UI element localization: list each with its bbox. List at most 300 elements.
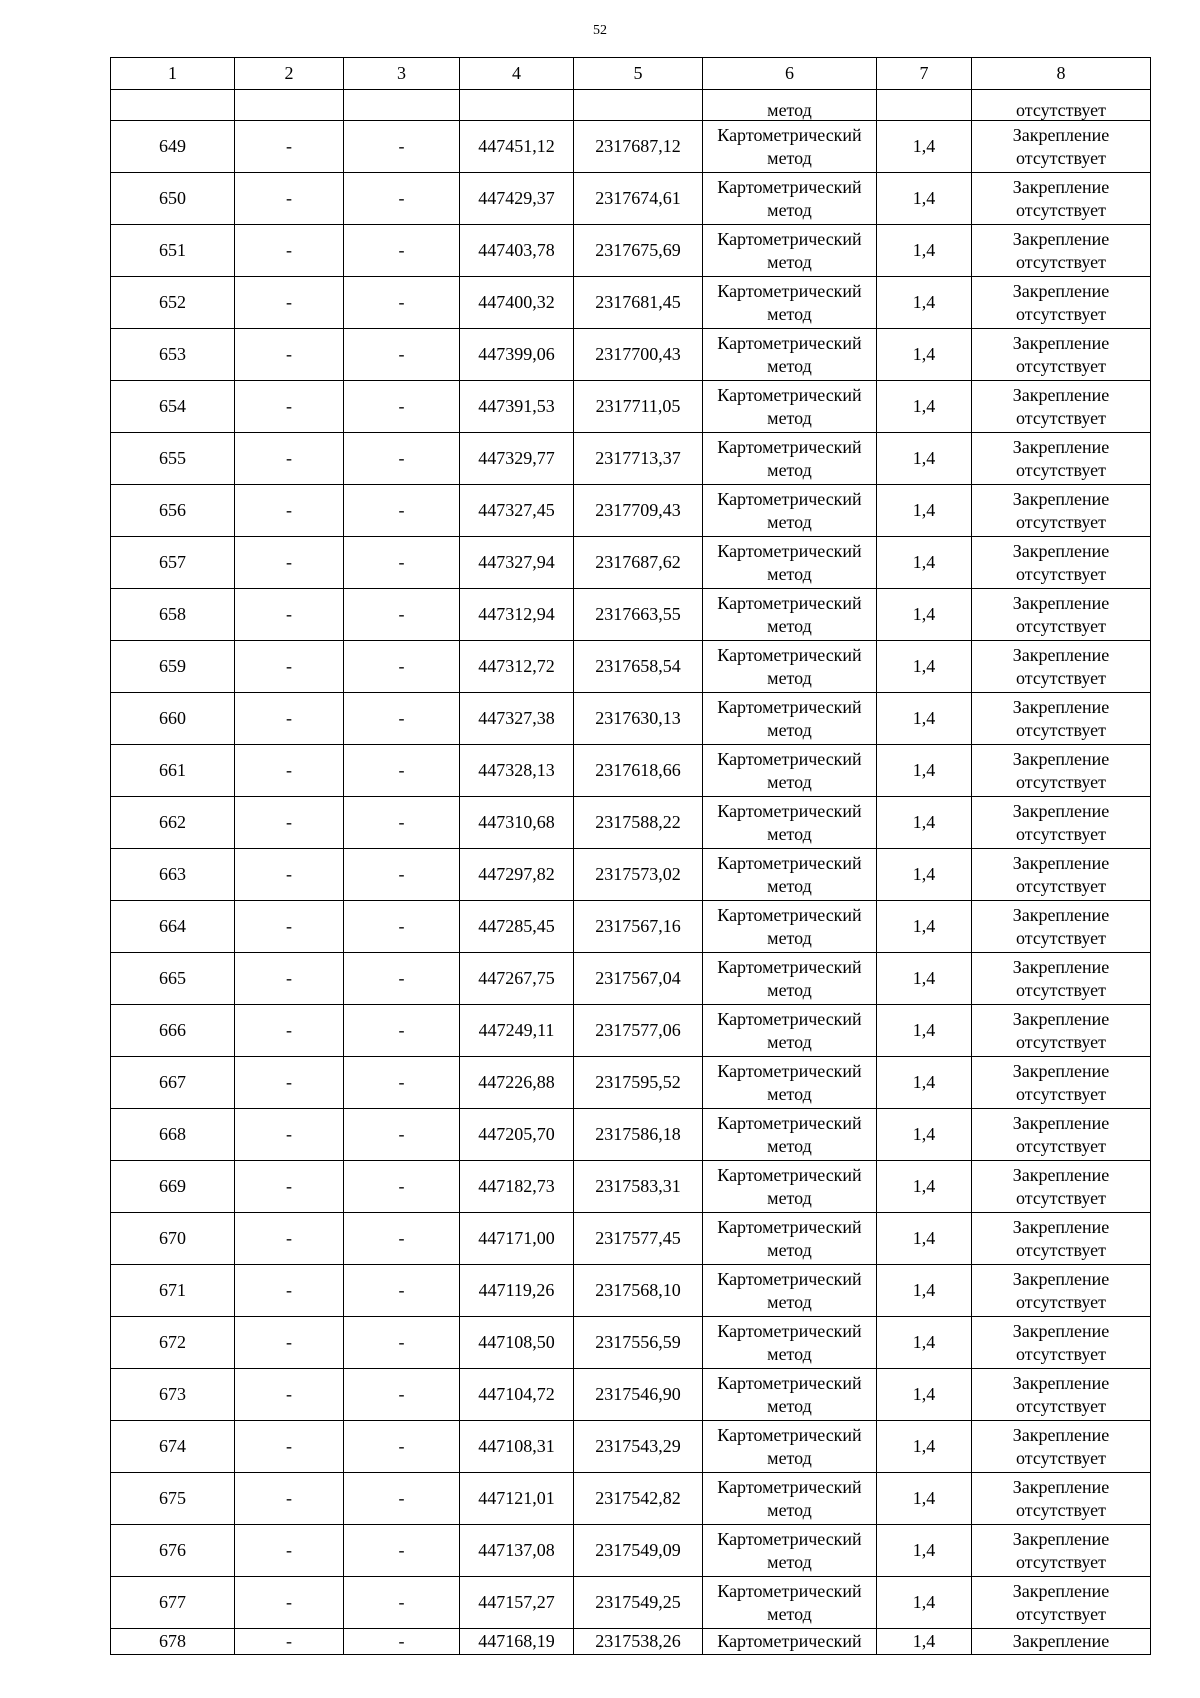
fixation-cell	[972, 173, 1151, 225]
point-number-cell: 658	[111, 589, 235, 641]
fixation-line-1: Закрепление	[1012, 696, 1110, 717]
fixation-line-1: Закрепление	[1012, 1580, 1110, 1601]
fixation-line-1: Закрепление	[1012, 124, 1110, 145]
x-coordinate-cell: 447267,75	[460, 953, 574, 1005]
accuracy-cell: 1,4	[877, 797, 972, 849]
y-coordinate-cell: 2317586,18	[574, 1109, 703, 1161]
x-coordinate-cell: 447329,77	[460, 433, 574, 485]
point-number-cell: 665	[111, 953, 235, 1005]
col3-cell: -	[344, 1525, 460, 1577]
fixation-cell	[972, 1473, 1151, 1525]
method-line-2: метод	[767, 1603, 812, 1624]
table-row	[111, 797, 1151, 849]
fixation-cell	[972, 1109, 1151, 1161]
x-coordinate-cell: 447391,53	[460, 381, 574, 433]
fixation-cell	[972, 1421, 1151, 1473]
x-coordinate-cell: 447327,45	[460, 485, 574, 537]
y-coordinate-cell: 2317700,43	[574, 329, 703, 381]
column-header-1: 1	[111, 58, 235, 90]
method-line-1: Картометрический	[717, 1112, 862, 1133]
method-line-2: метод	[767, 1291, 812, 1312]
point-number-cell: 649	[111, 121, 235, 173]
col2-cell: -	[235, 1421, 344, 1473]
method-line-1: Картометрический	[717, 332, 862, 353]
method-line-2: метод	[767, 1551, 812, 1572]
method-line-2: метод	[767, 823, 812, 844]
fixation-cell	[972, 797, 1151, 849]
table-row	[111, 1369, 1151, 1421]
accuracy-cell: 1,4	[877, 381, 972, 433]
table-row	[111, 693, 1151, 745]
col2-cell: -	[235, 1161, 344, 1213]
point-number-cell: 672	[111, 1317, 235, 1369]
fixation-cell	[972, 537, 1151, 589]
method-line-1: Картометрический	[717, 540, 862, 561]
method-line-1: Картометрический	[717, 280, 862, 301]
table-row	[111, 225, 1151, 277]
method-cell	[703, 381, 877, 433]
fixation-line-1: Закрепление	[1012, 1528, 1110, 1549]
col3-cell: -	[344, 121, 460, 173]
method-line-1: Картометрический	[717, 1580, 862, 1601]
accuracy-cell: 1,4	[877, 433, 972, 485]
method-cell	[703, 1005, 877, 1057]
point-number-cell: 652	[111, 277, 235, 329]
col2-cell: -	[235, 1577, 344, 1629]
point-number-cell: 654	[111, 381, 235, 433]
y-coordinate-cell: 2317549,25	[574, 1577, 703, 1629]
method-line-1: Картометрический	[717, 1164, 862, 1185]
method-line-2: метод	[767, 251, 812, 272]
x-coordinate-cell: 447297,82	[460, 849, 574, 901]
col3-cell: -	[344, 277, 460, 329]
method-line-1: Картометрический	[717, 1216, 862, 1237]
col3-cell: -	[344, 1317, 460, 1369]
table-row	[111, 1473, 1151, 1525]
fixation-cell	[972, 329, 1151, 381]
point-number-cell: 678	[111, 1629, 235, 1655]
method-cell: Картометрический	[703, 1629, 877, 1655]
fixation-line-1: Закрепление	[1012, 384, 1110, 405]
method-line-1: Картометрический	[717, 1372, 862, 1393]
col3-cell: -	[344, 485, 460, 537]
accuracy-cell: 1,4	[877, 1005, 972, 1057]
point-number-cell: 662	[111, 797, 235, 849]
method-line-1: Картометрический	[717, 1268, 862, 1289]
accuracy-cell: 1,4	[877, 901, 972, 953]
y-coordinate-cell: 2317577,06	[574, 1005, 703, 1057]
accuracy-cell: 1,4	[877, 1577, 972, 1629]
y-coordinate-cell: 2317663,55	[574, 589, 703, 641]
fixation-cell: отсутствует	[972, 90, 1151, 121]
method-line-1: Картометрический	[717, 436, 862, 457]
table-row	[111, 953, 1151, 1005]
accuracy-cell: 1,4	[877, 1265, 972, 1317]
point-number-cell: 676	[111, 1525, 235, 1577]
point-number-cell: 667	[111, 1057, 235, 1109]
fixation-cell	[972, 121, 1151, 173]
method-line-1: Картометрический	[717, 384, 862, 405]
x-coordinate-cell: 447400,32	[460, 277, 574, 329]
page-number: 52	[593, 23, 607, 38]
point-number-cell: 671	[111, 1265, 235, 1317]
col3-cell: -	[344, 329, 460, 381]
method-cell	[703, 1577, 877, 1629]
col2-cell: -	[235, 901, 344, 953]
method-cell	[703, 1317, 877, 1369]
method-line-2: метод	[767, 511, 812, 532]
method-line-2: метод	[767, 1395, 812, 1416]
col2-cell: -	[235, 1369, 344, 1421]
y-coordinate-cell: 2317687,12	[574, 121, 703, 173]
fixation-line-1: Закрепление	[1012, 904, 1110, 925]
table-row	[111, 173, 1151, 225]
accuracy-cell: 1,4	[877, 1161, 972, 1213]
point-number-cell: 666	[111, 1005, 235, 1057]
y-coordinate-cell: 2317658,54	[574, 641, 703, 693]
fixation-line-1: Закрепление	[1012, 540, 1110, 561]
col2-cell: -	[235, 485, 344, 537]
method-line-2: метод	[767, 147, 812, 168]
x-coordinate-cell: 447249,11	[460, 1005, 574, 1057]
fixation-line-2: отсутствует	[1015, 667, 1107, 688]
fixation-cell	[972, 1577, 1151, 1629]
method-line-1: Картометрический	[717, 956, 862, 977]
accuracy-cell: 1,4	[877, 589, 972, 641]
col3-cell: -	[344, 797, 460, 849]
column-header-8: 8	[972, 58, 1151, 90]
x-coordinate-cell: 447328,13	[460, 745, 574, 797]
col3-cell: -	[344, 745, 460, 797]
accuracy-cell: 1,4	[877, 1629, 972, 1655]
method-cell	[703, 121, 877, 173]
fixation-line-2: отсутствует	[1015, 927, 1107, 948]
method-line-2: метод	[767, 1187, 812, 1208]
fixation-cell	[972, 277, 1151, 329]
col3-cell: -	[344, 641, 460, 693]
fixation-line-2: отсутствует	[1015, 1083, 1107, 1104]
fixation-line-2: отсутствует	[1015, 459, 1107, 480]
fixation-line-2: отсутствует	[1015, 1239, 1107, 1260]
point-number-cell: 657	[111, 537, 235, 589]
col2-cell: -	[235, 277, 344, 329]
fixation-line-2: отсутствует	[1015, 1343, 1107, 1364]
cell-empty	[344, 90, 460, 121]
method-cell	[703, 433, 877, 485]
y-coordinate-cell: 2317538,26	[574, 1629, 703, 1655]
y-coordinate-cell: 2317687,62	[574, 537, 703, 589]
x-coordinate-cell: 447327,38	[460, 693, 574, 745]
method-line-2: метод	[767, 719, 812, 740]
method-line-1: Картометрический	[717, 904, 862, 925]
col3-cell: -	[344, 1265, 460, 1317]
x-coordinate-cell: 447121,01	[460, 1473, 574, 1525]
method-cell	[703, 537, 877, 589]
table-row	[111, 1317, 1151, 1369]
method-cell	[703, 1161, 877, 1213]
col3-cell: -	[344, 693, 460, 745]
fixation-line-2: отсутствует	[1015, 1291, 1107, 1312]
x-coordinate-cell: 447429,37	[460, 173, 574, 225]
method-line-2: метод	[767, 407, 812, 428]
x-coordinate-cell: 447226,88	[460, 1057, 574, 1109]
fixation-line-2: отсутствует	[1015, 1187, 1107, 1208]
y-coordinate-cell: 2317595,52	[574, 1057, 703, 1109]
table-row	[111, 1577, 1151, 1629]
col2-cell: -	[235, 1109, 344, 1161]
method-cell	[703, 1057, 877, 1109]
col2-cell: -	[235, 849, 344, 901]
point-number-cell: 659	[111, 641, 235, 693]
table-body	[111, 90, 1151, 1655]
x-coordinate-cell: 447451,12	[460, 121, 574, 173]
y-coordinate-cell: 2317546,90	[574, 1369, 703, 1421]
x-coordinate-cell: 447137,08	[460, 1525, 574, 1577]
accuracy-cell: 1,4	[877, 693, 972, 745]
col3-cell: -	[344, 1161, 460, 1213]
fixation-line-1: Закрепление	[1012, 800, 1110, 821]
fixation-cell: Закрепление	[972, 1629, 1151, 1655]
col3-cell: -	[344, 381, 460, 433]
method-cell	[703, 1421, 877, 1473]
fixation-cell	[972, 1525, 1151, 1577]
col3-cell: -	[344, 433, 460, 485]
accuracy-cell: 1,4	[877, 1421, 972, 1473]
fixation-line-2: отсутствует	[1015, 1499, 1107, 1520]
col3-cell: -	[344, 953, 460, 1005]
col2-cell: -	[235, 381, 344, 433]
col2-cell: -	[235, 693, 344, 745]
method-line-2: метод	[767, 1447, 812, 1468]
fixation-line-1: Закрепление	[1012, 1008, 1110, 1029]
table-row	[111, 1525, 1151, 1577]
cell-empty	[574, 90, 703, 121]
table-row	[111, 1421, 1151, 1473]
col3-cell: -	[344, 537, 460, 589]
fixation-line-1: Закрепление	[1012, 1060, 1110, 1081]
point-number-cell: 651	[111, 225, 235, 277]
col3-cell: -	[344, 1109, 460, 1161]
table-row	[111, 485, 1151, 537]
col3-cell: -	[344, 1629, 460, 1655]
accuracy-cell: 1,4	[877, 641, 972, 693]
table-row	[111, 277, 1151, 329]
fixation-cell	[972, 589, 1151, 641]
fixation-line-2: отсутствует	[1015, 511, 1107, 532]
method-line-2: метод	[767, 355, 812, 376]
col3-cell: -	[344, 1213, 460, 1265]
fixation-line-1: Закрепление	[1012, 592, 1110, 613]
col2-cell: -	[235, 1265, 344, 1317]
fixation-cell	[972, 1213, 1151, 1265]
table-row	[111, 121, 1151, 173]
method-line-1: Картометрический	[717, 488, 862, 509]
fixation-line-2: отсутствует	[1015, 563, 1107, 584]
method-line-1: Картометрический	[717, 696, 862, 717]
x-coordinate-cell: 447168,19	[460, 1629, 574, 1655]
fixation-line-1: Закрепление	[1012, 1216, 1110, 1237]
table-row	[111, 433, 1151, 485]
table-row	[111, 537, 1151, 589]
x-coordinate-cell: 447399,06	[460, 329, 574, 381]
point-number-cell: 673	[111, 1369, 235, 1421]
table-row	[111, 329, 1151, 381]
point-number-cell: 656	[111, 485, 235, 537]
column-number-header-row	[111, 58, 1151, 90]
point-number-cell: 660	[111, 693, 235, 745]
continued-row-top	[111, 90, 1151, 121]
x-coordinate-cell: 447403,78	[460, 225, 574, 277]
col2-cell: -	[235, 1317, 344, 1369]
x-coordinate-cell: 447108,31	[460, 1421, 574, 1473]
x-coordinate-cell: 447157,27	[460, 1577, 574, 1629]
table-row	[111, 641, 1151, 693]
point-number-cell: 661	[111, 745, 235, 797]
col2-cell: -	[235, 1629, 344, 1655]
method-line-2: метод	[767, 615, 812, 636]
col2-cell: -	[235, 641, 344, 693]
table-row	[111, 1005, 1151, 1057]
fixation-line-2: отсутствует	[1015, 823, 1107, 844]
fixation-cell	[972, 1317, 1151, 1369]
fixation-line-1: Закрепление	[1012, 644, 1110, 665]
y-coordinate-cell: 2317630,13	[574, 693, 703, 745]
method-line-2: метод	[767, 1343, 812, 1364]
col2-cell: -	[235, 1213, 344, 1265]
y-coordinate-cell: 2317542,82	[574, 1473, 703, 1525]
method-line-2: метод	[767, 1499, 812, 1520]
fixation-line-1: Закрепление	[1012, 1424, 1110, 1445]
method-line-1: Картометрический	[717, 644, 862, 665]
x-coordinate-cell: 447119,26	[460, 1265, 574, 1317]
fixation-cell	[972, 1057, 1151, 1109]
method-line-2: метод	[767, 927, 812, 948]
point-number-cell: 653	[111, 329, 235, 381]
fixation-line-2: отсутствует	[1015, 1395, 1107, 1416]
fixation-cell	[972, 485, 1151, 537]
col3-cell: -	[344, 1369, 460, 1421]
fixation-cell	[972, 953, 1151, 1005]
column-header-2: 2	[235, 58, 344, 90]
point-number-cell: 674	[111, 1421, 235, 1473]
x-coordinate-cell: 447312,94	[460, 589, 574, 641]
method-line-2: метод	[767, 199, 812, 220]
continued-row-bottom	[111, 1629, 1151, 1655]
fixation-cell	[972, 641, 1151, 693]
accuracy-cell: 1,4	[877, 485, 972, 537]
fixation-line-2: отсутствует	[1015, 147, 1107, 168]
fixation-line-2: отсутствует	[1015, 979, 1107, 1000]
table-row	[111, 1265, 1151, 1317]
method-cell: метод	[703, 90, 877, 121]
method-cell	[703, 485, 877, 537]
point-number-cell: 663	[111, 849, 235, 901]
y-coordinate-cell: 2317568,10	[574, 1265, 703, 1317]
accuracy-cell: 1,4	[877, 225, 972, 277]
fixation-line-1: Закрепление	[1012, 852, 1110, 873]
table-row	[111, 381, 1151, 433]
col2-cell: -	[235, 537, 344, 589]
cell-empty	[111, 90, 235, 121]
fixation-line-2: отсутствует	[1015, 771, 1107, 792]
method-line-1: Картометрический	[717, 592, 862, 613]
col2-cell: -	[235, 1005, 344, 1057]
method-line-2: метод	[767, 303, 812, 324]
col2-cell: -	[235, 329, 344, 381]
fixation-cell	[972, 433, 1151, 485]
col2-cell: -	[235, 225, 344, 277]
method-cell	[703, 1265, 877, 1317]
method-cell	[703, 641, 877, 693]
method-line-2: метод	[767, 771, 812, 792]
fixation-line-2: отсутствует	[1015, 1551, 1107, 1572]
fixation-line-2: отсутствует	[1015, 407, 1107, 428]
y-coordinate-cell: 2317674,61	[574, 173, 703, 225]
x-coordinate-cell: 447108,50	[460, 1317, 574, 1369]
column-header-6: 6	[703, 58, 877, 90]
method-line-1: Картометрический	[717, 1008, 862, 1029]
method-line-1: Картометрический	[717, 176, 862, 197]
col3-cell: -	[344, 849, 460, 901]
fixation-line-1: Закрепление	[1012, 1268, 1110, 1289]
x-coordinate-cell: 447310,68	[460, 797, 574, 849]
table-row	[111, 1109, 1151, 1161]
col2-cell: -	[235, 745, 344, 797]
col3-cell: -	[344, 225, 460, 277]
fixation-cell	[972, 225, 1151, 277]
accuracy-cell: 1,4	[877, 173, 972, 225]
fixation-line-1: Закрепление	[1012, 748, 1110, 769]
col2-cell: -	[235, 1473, 344, 1525]
accuracy-cell: 1,4	[877, 277, 972, 329]
fixation-line-2: отсутствует	[1015, 1031, 1107, 1052]
y-coordinate-cell: 2317573,02	[574, 849, 703, 901]
y-coordinate-cell: 2317567,16	[574, 901, 703, 953]
coordinates-table	[110, 57, 1151, 1655]
y-coordinate-cell: 2317556,59	[574, 1317, 703, 1369]
fixation-line-1: Закрепление	[1012, 1476, 1110, 1497]
col3-cell: -	[344, 1577, 460, 1629]
cell-empty	[877, 90, 972, 121]
y-coordinate-cell: 2317681,45	[574, 277, 703, 329]
accuracy-cell: 1,4	[877, 1369, 972, 1421]
fixation-cell	[972, 745, 1151, 797]
method-cell	[703, 1109, 877, 1161]
col3-cell: -	[344, 1473, 460, 1525]
accuracy-cell: 1,4	[877, 1525, 972, 1577]
method-line-2: метод	[767, 875, 812, 896]
fixation-cell	[972, 1161, 1151, 1213]
method-cell	[703, 953, 877, 1005]
fixation-line-1: Закрепление	[1012, 1112, 1110, 1133]
method-cell	[703, 901, 877, 953]
fixation-line-1: Закрепление	[1012, 1320, 1110, 1341]
col3-cell: -	[344, 901, 460, 953]
fixation-line-1: Закрепление	[1012, 436, 1110, 457]
fixation-line-2: отсутствует	[1015, 1135, 1107, 1156]
accuracy-cell: 1,4	[877, 121, 972, 173]
method-line-2: метод	[767, 1135, 812, 1156]
y-coordinate-cell: 2317713,37	[574, 433, 703, 485]
method-line-1: Картометрический	[717, 1060, 862, 1081]
fixation-line-1: Закрепление	[1012, 280, 1110, 301]
point-number-cell: 677	[111, 1577, 235, 1629]
fixation-cell	[972, 381, 1151, 433]
table-row	[111, 901, 1151, 953]
x-coordinate-cell: 447312,72	[460, 641, 574, 693]
method-cell	[703, 1213, 877, 1265]
column-header-4: 4	[460, 58, 574, 90]
